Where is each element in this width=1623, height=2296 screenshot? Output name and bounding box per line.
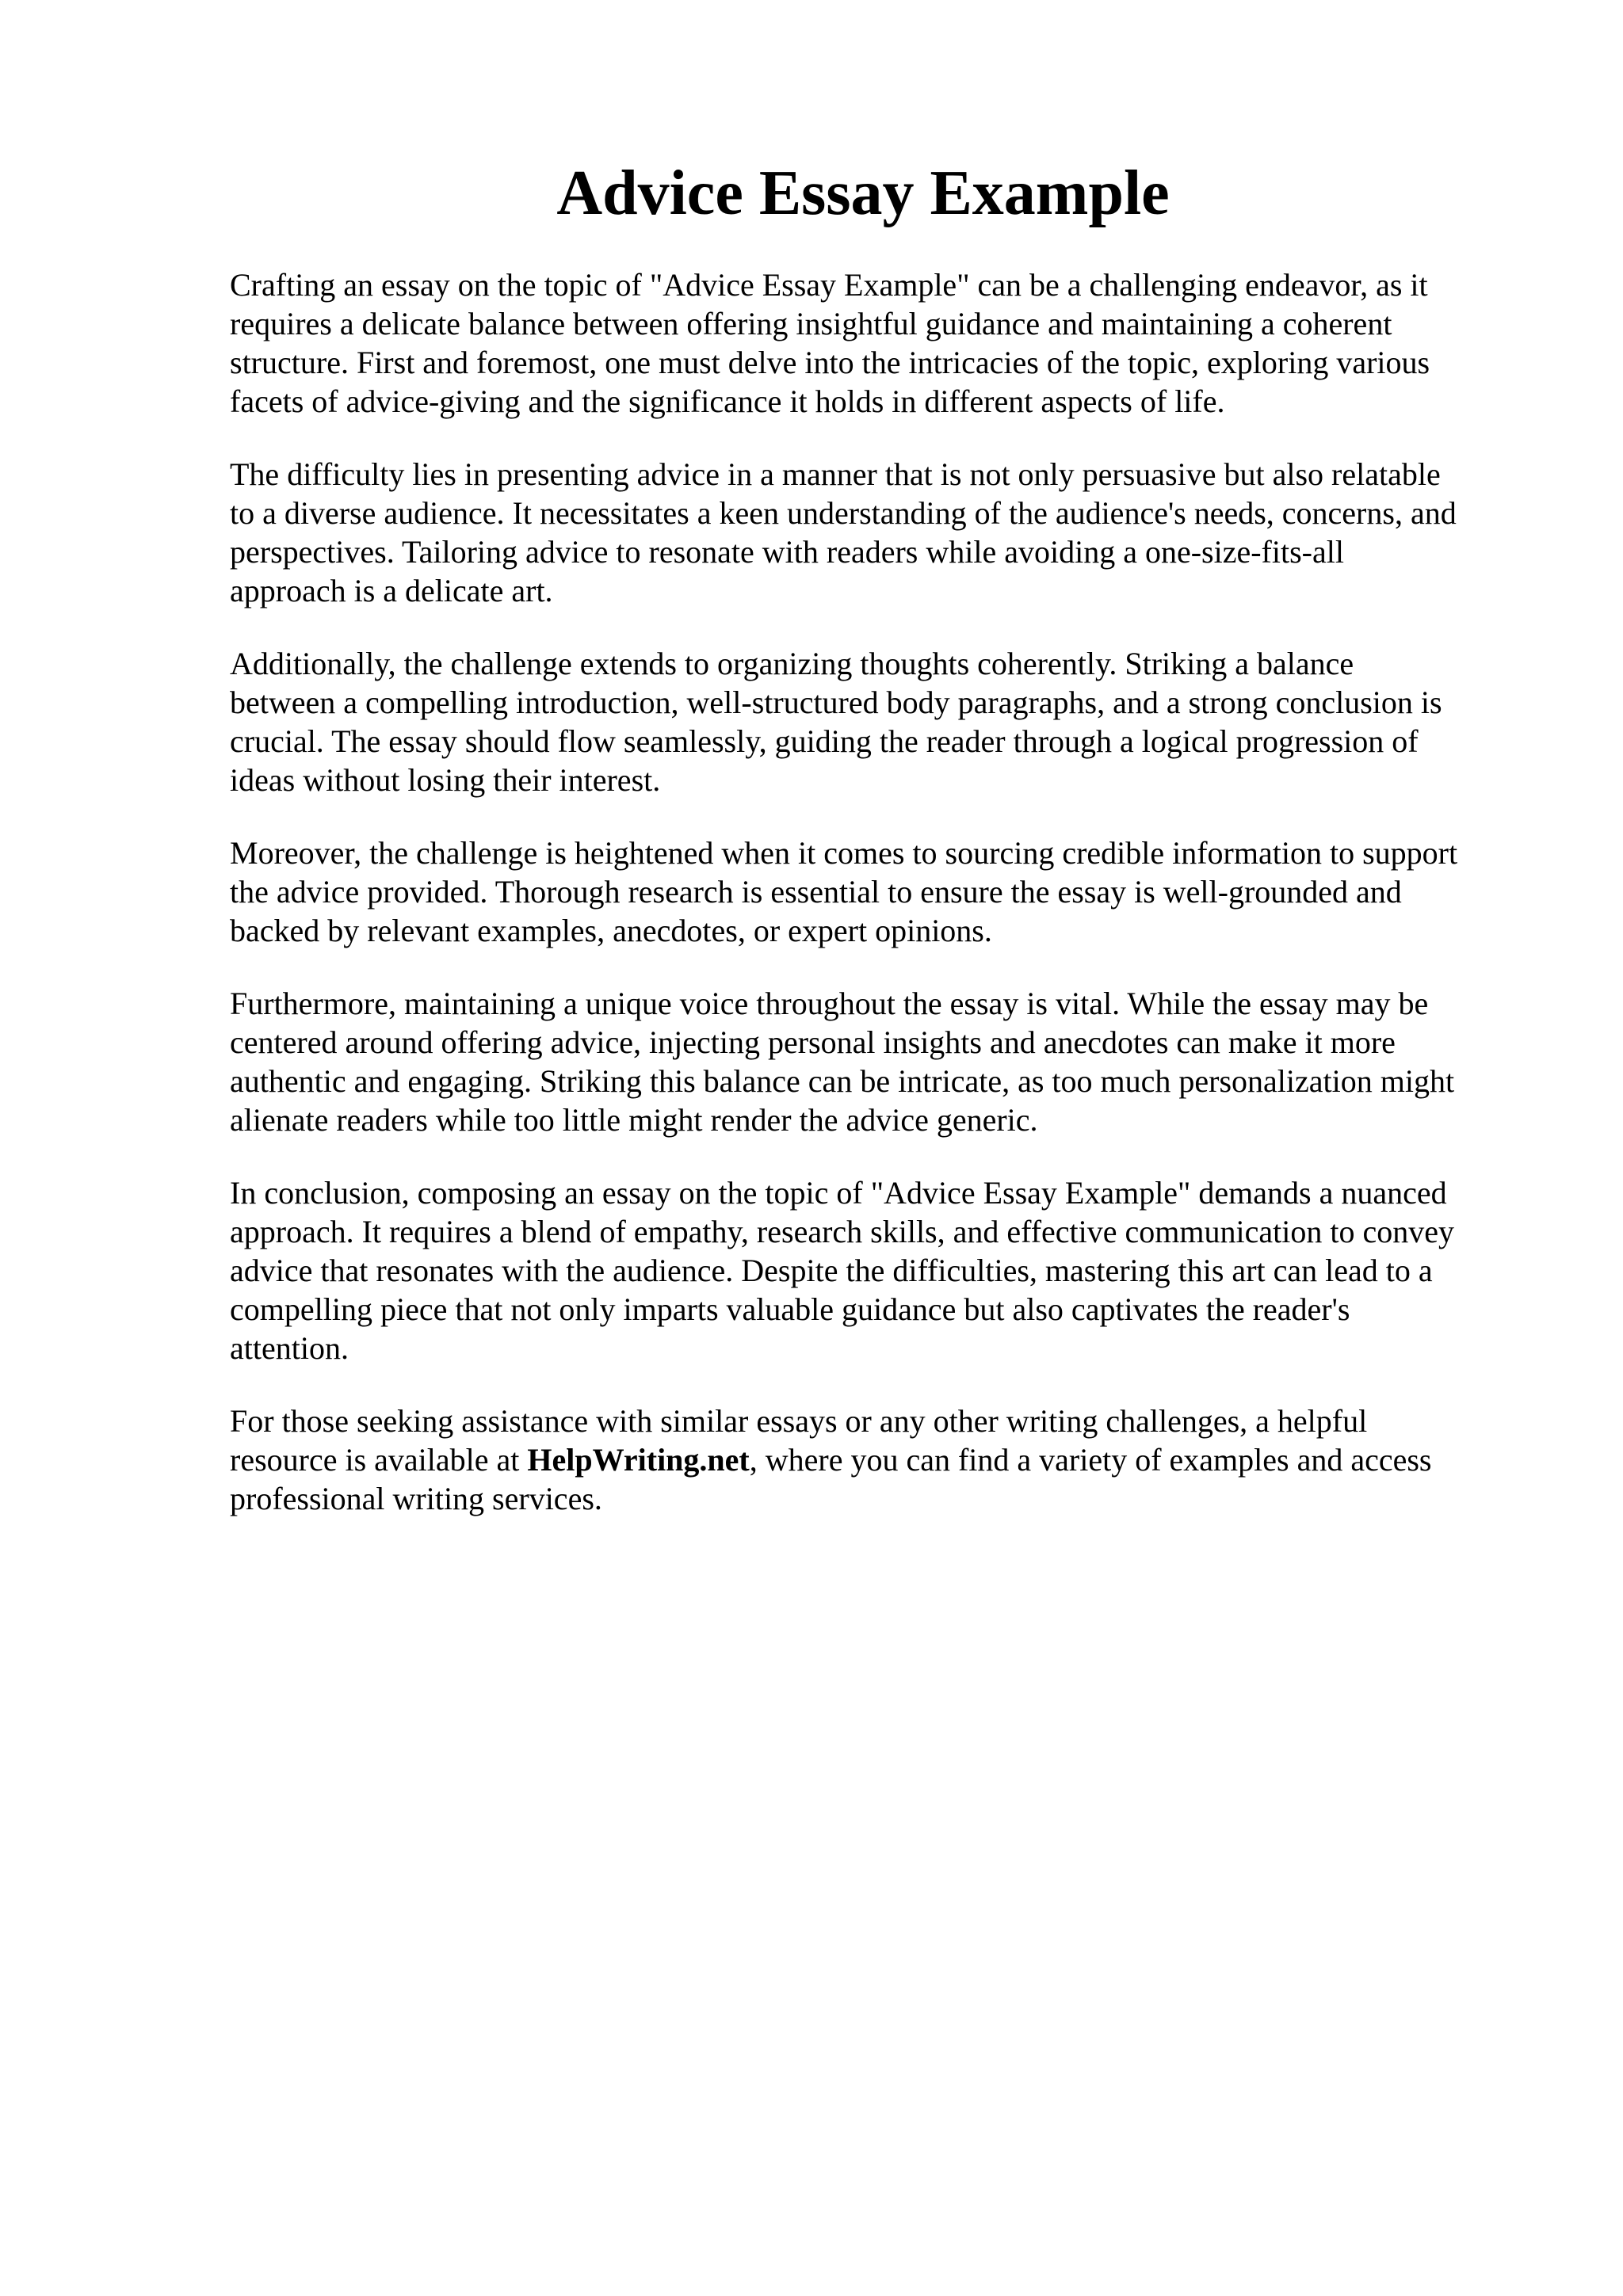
paragraph-line: perspectives. Tailoring advice to resonate with readers while avoiding a one-size-fits-all [230,534,1344,570]
paragraph-2 [230,455,1522,610]
paragraph-line: crucial. The essay should flow seamlessly, guiding the reader through a logical progression of [230,723,1419,759]
paragraph-line: Additionally, the challenge extends to organizing thoughts coherently. Striking a balance [230,646,1354,681]
paragraph-line: structure. First and foremost, one must delve into the intricacies of the topic, exploring various [230,345,1430,380]
paragraph-line: authentic and engaging. Striking this balance can be intricate, as too much personalization might [230,1063,1455,1099]
paragraph-line: approach. It requires a blend of empathy, research skills, and effective communication to convey [230,1214,1454,1249]
paragraph-line: approach is a delicate art. [230,573,553,608]
paragraph-line: attention. [230,1330,349,1366]
paragraph-line: Moreover, the challenge is heightened when it comes to sourcing credible information to support [230,835,1458,871]
paragraph-line: professional writing services. [230,1481,602,1516]
paragraph-line: For those seeking assistance with similar essays or any other writing challenges, a helpful [230,1403,1368,1439]
paragraph-line: The difficulty lies in presenting advice in a manner that is not only persuasive but also relatable [230,456,1441,492]
paragraph-line: In conclusion, composing an essay on the topic of "Advice Essay Example" demands a nuanced [230,1175,1447,1211]
document-body [230,265,1522,1552]
paragraph-line: requires a delicate balance between offering insightful guidance and maintaining a coherent [230,306,1392,341]
closing-text-before-link: resource is available at [230,1442,528,1478]
helpwriting-link[interactable]: HelpWriting.net [527,1442,750,1478]
document-title: Advice Essay Example [556,158,1170,228]
paragraph-closing [230,1402,1522,1518]
paragraph-line [230,1440,1522,1479]
paragraph-line: the advice provided. Thorough research is essential to ensure the essay is well-grounded and [230,874,1402,910]
paragraph-line: centered around offering advice, injecting personal insights and anecdotes can make it more [230,1024,1396,1060]
paragraph-line: compelling piece that not only imparts valuable guidance but also captivates the reader's [230,1291,1350,1327]
paragraph-line: Crafting an essay on the topic of "Advice Essay Example" can be a challenging endeavor, as it [230,267,1428,303]
paragraph-4 [230,833,1522,950]
paragraph-line: ideas without losing their interest. [230,762,661,798]
paragraph-1 [230,265,1522,421]
paragraph-line: advice that resonates with the audience. Despite the difficulties, mastering this art can lead to a [230,1253,1433,1288]
paragraph-line: between a compelling introduction, well-structured body paragraphs, and a strong conclusion is [230,685,1442,720]
paragraph-6 [230,1173,1522,1367]
paragraph-line: to a diverse audience. It necessitates a keen understanding of the audience's needs, concerns, and [230,495,1457,531]
paragraph-line: Furthermore, maintaining a unique voice throughout the essay is vital. While the essay may be [230,986,1429,1021]
paragraph-5 [230,984,1522,1139]
paragraph-line: facets of advice-giving and the significance it holds in different aspects of life. [230,383,1225,419]
closing-text-after-link: , where you can find a variety of examples and access [749,1442,1432,1478]
paragraph-line: alienate readers while too little might render the advice generic. [230,1102,1038,1138]
paragraph-3 [230,644,1522,799]
paragraph-line: backed by relevant examples, anecdotes, or expert opinions. [230,913,992,948]
